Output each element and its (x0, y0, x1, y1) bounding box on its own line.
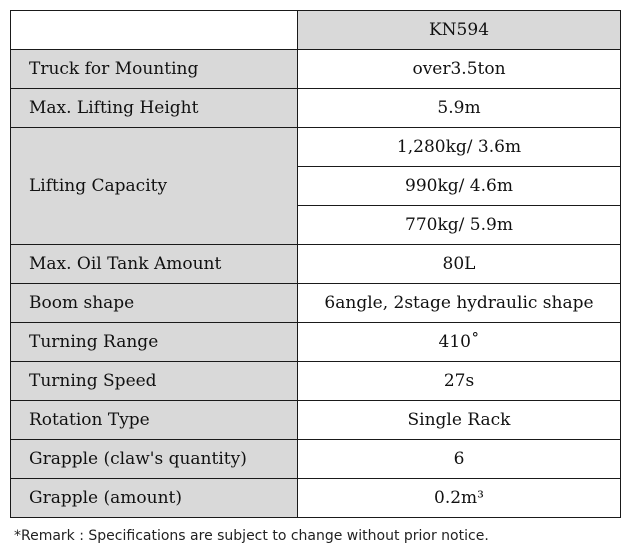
table-row (11, 440, 621, 479)
row-value-lift-capacity-1: 1,280kg/ 3.6m (298, 128, 621, 167)
row-value-rotation: Single Rack (298, 401, 621, 440)
row-label-turn-range: Turning Range (11, 323, 298, 362)
row-label-grapple-qty: Grapple (claw's quantity) (11, 440, 298, 479)
row-label-boom: Boom shape (11, 284, 298, 323)
table-row (11, 50, 621, 89)
row-value-oil-tank: 80L (298, 245, 621, 284)
row-label-oil-tank: Max. Oil Tank Amount (11, 245, 298, 284)
spec-table (10, 10, 621, 518)
row-label-rotation: Rotation Type (11, 401, 298, 440)
table-row (11, 245, 621, 284)
row-value-lift-capacity-3: 770kg/ 5.9m (298, 206, 621, 245)
row-label-turn-speed: Turning Speed (11, 362, 298, 401)
remark-note: *Remark : Specifications are subject to change without prior notice. (14, 528, 489, 544)
row-value-boom: 6angle, 2stage hydraulic shape (298, 284, 621, 323)
table-row (11, 362, 621, 401)
row-label-lift-height: Max. Lifting Height (11, 89, 298, 128)
row-label-lift-capacity: Lifting Capacity (11, 128, 298, 245)
table-row (11, 89, 621, 128)
row-value-grapple-qty: 6 (298, 440, 621, 479)
row-value-lift-height: 5.9m (298, 89, 621, 128)
table-row (11, 401, 621, 440)
row-label-truck: Truck for Mounting (11, 50, 298, 89)
table-row (11, 128, 621, 167)
row-value-grapple-amt: 0.2m³ (298, 479, 621, 518)
model-name: KN594 (298, 11, 621, 50)
header-blank-cell (11, 11, 298, 50)
row-value-lift-capacity-2: 990kg/ 4.6m (298, 167, 621, 206)
row-value-turn-range: 410˚ (298, 323, 621, 362)
header-row (11, 11, 621, 50)
row-label-grapple-amt: Grapple (amount) (11, 479, 298, 518)
row-value-truck: over3.5ton (298, 50, 621, 89)
row-value-turn-speed: 27s (298, 362, 621, 401)
table-row (11, 323, 621, 362)
table-row (11, 284, 621, 323)
table-row (11, 479, 621, 518)
